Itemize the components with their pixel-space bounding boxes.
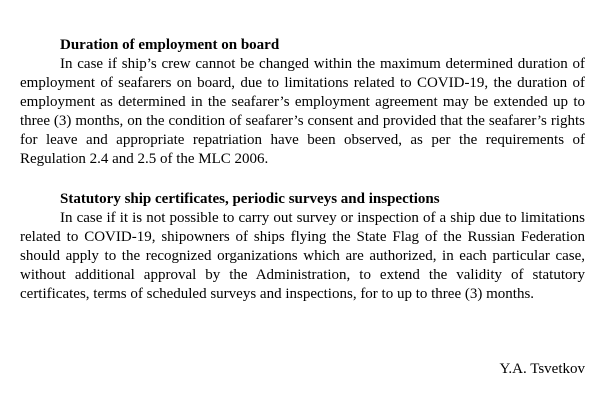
section-paragraph: In case if it is not possible to carry out survey or inspection of a ship due to limitations related to COVID-19, shipowners of ships flying the State Flag of the Russian Federation should apply to the recognized organizations which are authorized, in each particular case, without additional approval by the Administration, to extend the validity of statutory certificates, terms of scheduled surveys and inspections, for to up to three (3) months.: [20, 210, 585, 302]
section-paragraph: In case if ship’s crew cannot be changed within the maximum determined duration of employment of seafarers on board, due to limitations related to COVID-19, the duration of employment as determined in the seafarer’s employment agreement may be extended up to three (3) months, on the condition of seafarer’s consent and provided that the seafarer’s rights for leave and appropriate repatriation have been observed, as per the requirements of Regulation 2.4 and 2.5 of the MLC 2006.: [20, 56, 585, 167]
document-body: [20, 36, 585, 304]
signature: Y.A. Tsvetkov: [499, 361, 585, 377]
section-heading: Duration of employment on board: [60, 37, 280, 53]
section-certificates-surveys: [20, 190, 585, 304]
section-heading: Statutory ship certificates, periodic surveys and inspections: [60, 191, 440, 207]
section-spacer: [20, 169, 585, 190]
section-employment-duration: [20, 36, 585, 169]
